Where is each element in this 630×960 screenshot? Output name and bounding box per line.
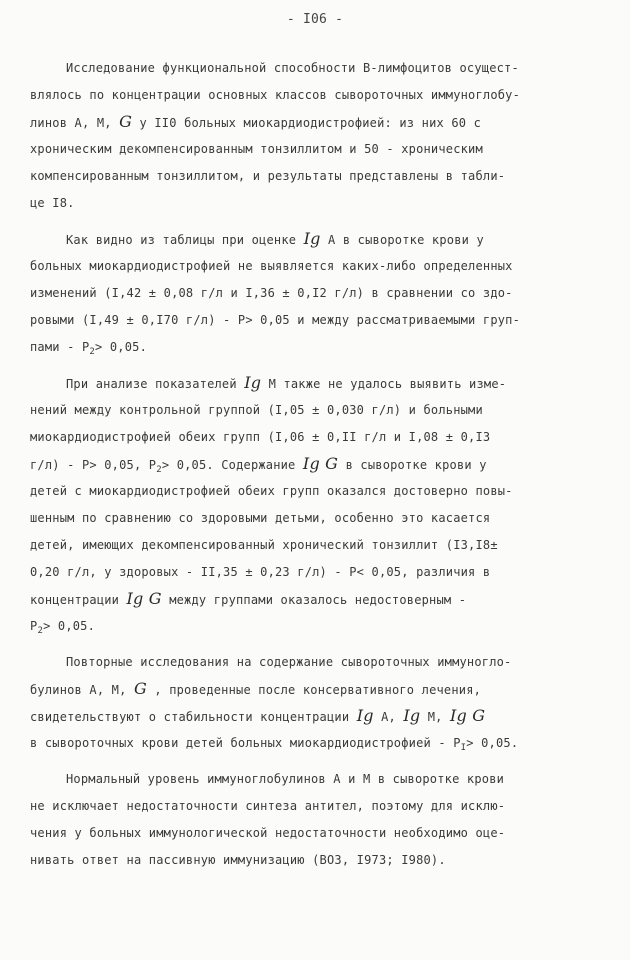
handwritten-ig: Ig — [403, 706, 421, 725]
text-line: Как видно из таблицы при оценке Ig А в сыворотке крови у — [66, 229, 484, 248]
text-line: чения у больных иммунологической недостаточности необходимо оце- — [30, 826, 506, 840]
text-line: $Р_2> 0,05$. — [30, 619, 96, 636]
text-line: детей с миокардиодистрофией обеих групп оказался достоверно повы- — [30, 484, 513, 498]
text-line: При анализе показателей Ig М также не удалось выявить изме- — [66, 373, 507, 392]
handwritten-igg: Ig G — [126, 589, 162, 608]
text-line: нивать ответ на пассивную иммунизацию (ВОЗ, I973; I980). — [30, 853, 446, 867]
handwritten-g: G — [133, 679, 147, 698]
page-number: - I06 - — [286, 12, 344, 27]
text-line: ровыми (I,49 ± 0,I70 г/л) - Р> 0,05 и между рассматриваемыми груп- — [30, 313, 521, 327]
text-line: концентрации Ig G между группами оказалось недостоверным - — [30, 589, 467, 608]
text-line: 0,20 г/л, у здоровых - II,35 ± 0,23 г/л) - Р< 0,05, различия в — [30, 565, 491, 579]
text-line: детей, имеющих декомпенсированный хронический тонзиллит (I3,I8± — [30, 538, 498, 552]
text-line: Нормальный уровень иммуноглобулинов А и М в сыворотке крови — [66, 772, 505, 786]
text-line: пами - $Р_2> 0,05$. — [30, 340, 148, 357]
text-line: в сывороточных крови детей больных миокардиодистрофией - $Р_I> 0,05$. — [30, 736, 519, 753]
handwritten-igg: Ig G — [450, 706, 486, 725]
text-line: це I8. — [30, 196, 75, 210]
text-line: нений между контрольной группой (I,05 ± 0,030 г/л) и больными — [30, 403, 483, 417]
text-line: г/л) - Р> 0,05, $Р_2> 0,05$. Содержание Ig G в сыворотке крови у — [30, 454, 487, 475]
handwritten-ig: Ig — [303, 229, 321, 248]
handwritten-ig: Ig — [356, 706, 374, 725]
handwritten-g: G — [119, 112, 133, 131]
handwritten-ig: Ig — [244, 373, 262, 392]
handwritten-igg: Ig G — [302, 454, 339, 473]
text-line: изменений (I,42 ± 0,08 г/л и I,36 ± 0,I2 г/л) в сравнении со здо- — [30, 286, 513, 300]
text-line: Повторные исследования на содержание сывороточных иммуногло- — [66, 655, 512, 669]
text-line: влялось по концентрации основных классов сывороточных иммуноглобу- — [30, 88, 521, 102]
text-line: булинов А, М, G , проведенные после консервативного лечения, — [30, 679, 482, 698]
text-line: свидетельствуют о стабильности концентрации Ig А, Ig М, Ig G — [30, 706, 486, 725]
text-line: хроническим декомпенсированным тонзиллитом и 50 - хроническим — [30, 142, 483, 156]
text-line: миокардиодистрофией обеих групп (I,06 ± 0,II г/л и I,08 ± 0,I3 — [30, 430, 491, 444]
text-line: компенсированным тонзиллитом, и результаты представлены в табли- — [30, 169, 506, 183]
text-line: не исключает недостаточности синтеза антител, поэтому для исклю- — [30, 799, 506, 813]
text-line: Исследование функциональной способности В-лимфоцитов осущест- — [66, 61, 519, 75]
text-line: линов А, М, G у II0 больных миокардиодистрофией: из них 60 с — [30, 112, 482, 131]
text-line: шенным по сравнению со здоровыми детьми, особенно это касается — [30, 511, 491, 525]
text-line: больных миокардиодистрофией не выявляется каких-либо определенных — [30, 259, 513, 273]
